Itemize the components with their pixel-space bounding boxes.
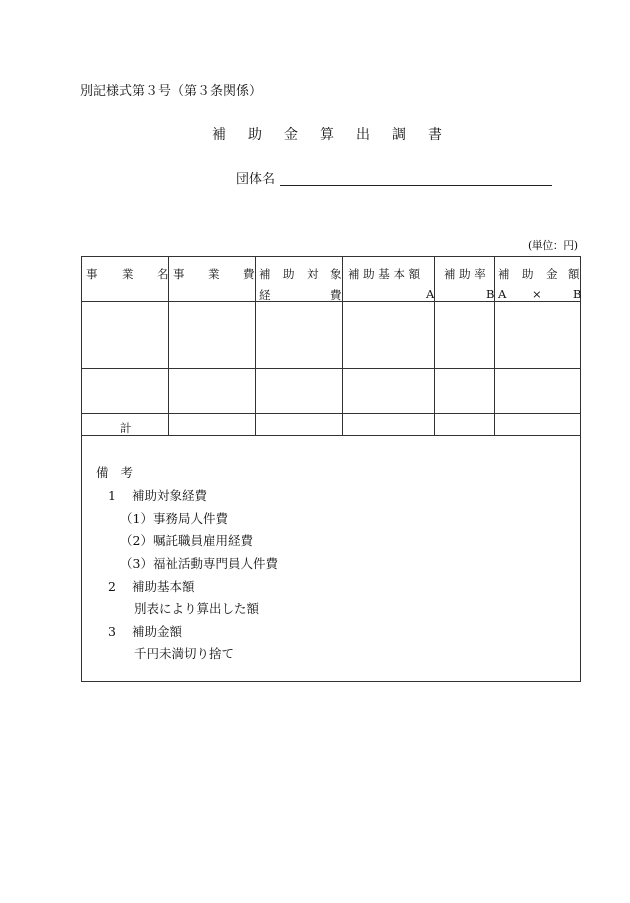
notes-heading-char: 備 bbox=[96, 465, 109, 480]
title-char: 算 bbox=[320, 127, 335, 143]
table-rule bbox=[82, 413, 580, 414]
unit-label: (単位：円) bbox=[528, 239, 578, 252]
organization-underline bbox=[280, 185, 552, 186]
title-char: 補 bbox=[212, 127, 227, 143]
header-target-cost: 費 bbox=[330, 288, 342, 302]
note-text: 福祉活動専門員人件費 bbox=[152, 556, 278, 571]
header-target-cost: 対 bbox=[307, 267, 319, 281]
note-item-2 bbox=[108, 577, 194, 595]
form-number: 別記様式第３号（第３条関係） bbox=[80, 84, 263, 99]
note-text: 補助対象経費 bbox=[131, 488, 207, 503]
title-char: 書 bbox=[428, 127, 443, 143]
table-rule bbox=[434, 257, 435, 436]
note-subitem bbox=[120, 509, 228, 527]
table-rule bbox=[494, 257, 495, 436]
title-char: 金 bbox=[284, 127, 299, 143]
note-subitem bbox=[120, 531, 253, 549]
note-text: 事務局人件費 bbox=[152, 511, 228, 526]
note-number: 3 bbox=[108, 624, 116, 639]
header-target-cost: 補 bbox=[259, 267, 271, 281]
header-target-cost: 助 bbox=[283, 267, 295, 281]
header-base-amount-a: A bbox=[426, 287, 435, 301]
table-rule bbox=[82, 368, 580, 369]
note-sub-number: （2） bbox=[120, 533, 153, 548]
note-sub-number: （3） bbox=[120, 556, 153, 571]
notes-heading bbox=[96, 463, 133, 481]
note-subitem bbox=[120, 554, 278, 572]
title-char: 調 bbox=[392, 127, 407, 143]
note-item-3 bbox=[108, 622, 182, 640]
header-amount: 補 bbox=[498, 267, 510, 281]
table-rule bbox=[168, 257, 169, 436]
note-item-1 bbox=[108, 486, 207, 504]
header-business-cost: 費 bbox=[243, 267, 255, 281]
header-amount-a: A bbox=[498, 287, 507, 301]
note-detail: 別表により算出した額 bbox=[134, 601, 260, 616]
note-text: 補助基本額 bbox=[131, 579, 195, 594]
note-text: 補助金額 bbox=[131, 624, 182, 639]
header-amount: 助 bbox=[522, 267, 534, 281]
header-amount-b: B bbox=[573, 287, 582, 301]
notes-heading-char: 考 bbox=[120, 465, 134, 480]
title-char: 出 bbox=[356, 127, 371, 143]
header-business-name: 業 bbox=[122, 267, 134, 281]
note-detail: 千円未満切り捨て bbox=[134, 646, 235, 661]
header-rate: 補 助 率 bbox=[444, 267, 486, 281]
document-title bbox=[212, 124, 464, 144]
header-business-cost: 事 bbox=[173, 267, 185, 281]
table-rule bbox=[342, 257, 343, 436]
header-business-cost: 業 bbox=[208, 267, 220, 281]
note-number: 2 bbox=[108, 579, 116, 594]
organization-label: 団体名 bbox=[236, 172, 276, 187]
header-target-cost: 象 bbox=[330, 267, 342, 281]
header-base-amount: 補 助 基 本 額 bbox=[348, 267, 421, 281]
header-rate-b: B bbox=[486, 287, 495, 301]
header-target-cost: 経 bbox=[259, 288, 271, 302]
calculation-table bbox=[81, 256, 581, 682]
table-rule bbox=[255, 257, 256, 436]
note-text: 嘱託職員雇用経費 bbox=[152, 533, 253, 548]
total-label: 計 bbox=[120, 421, 132, 435]
header-business-name: 事 bbox=[86, 267, 98, 281]
header-amount-times: × bbox=[532, 287, 542, 301]
header-business-name: 名 bbox=[157, 267, 169, 281]
note-number: 1 bbox=[108, 488, 116, 503]
title-char: 助 bbox=[248, 127, 263, 143]
header-amount: 額 bbox=[568, 267, 580, 281]
header-amount: 金 bbox=[546, 267, 558, 281]
note-sub-number: （1） bbox=[120, 511, 153, 526]
table-rule bbox=[82, 435, 580, 436]
